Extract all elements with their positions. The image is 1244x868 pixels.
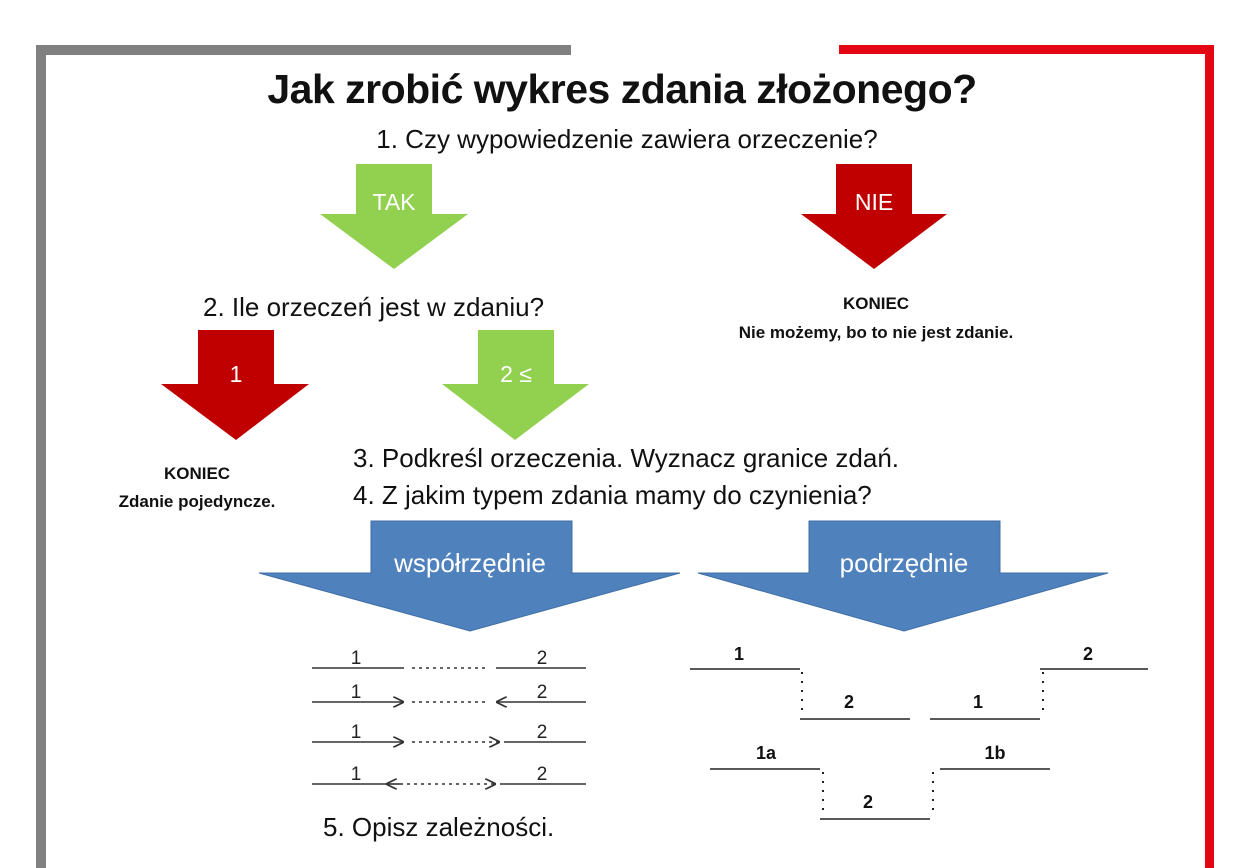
arrow-two-or-more bbox=[442, 330, 589, 440]
step-3-instruction: 3. Podkreśl orzeczenia. Wyznacz granice zdań. bbox=[353, 443, 900, 473]
subordinate-scheme-a bbox=[690, 644, 910, 719]
step-2-question: 2. Ile orzeczeń jest w zdaniu? bbox=[203, 292, 545, 322]
step-5-instruction: 5. Opisz zależności. bbox=[323, 812, 555, 842]
arrow-subordinate bbox=[698, 521, 1108, 631]
arrow-one-predicate bbox=[161, 330, 309, 440]
step-1-question: 1. Czy wypowiedzenie zawiera orzeczenie? bbox=[376, 124, 878, 154]
scheme-label-right: 2 bbox=[536, 682, 548, 703]
coordinate-scheme-2 bbox=[312, 682, 586, 703]
arrow-tak bbox=[320, 164, 468, 269]
scheme-label-bottom: 1 bbox=[972, 692, 984, 712]
scheme-label-left: 1 bbox=[350, 722, 362, 743]
step-4-question: 4. Z jakim typem zdania mamy do czynienia? bbox=[353, 480, 872, 510]
subordinate-scheme-c bbox=[710, 743, 1050, 819]
arrow-nie-label: NIE bbox=[854, 189, 894, 215]
scheme-label-right: 2 bbox=[536, 764, 548, 785]
arrow-tak-label: TAK bbox=[372, 189, 416, 215]
scheme-label-left: 1 bbox=[350, 648, 362, 669]
coordinate-scheme-3 bbox=[312, 722, 586, 743]
subordinate-scheme-b bbox=[930, 644, 1148, 719]
arrow-coordinate-label: współrzędnie bbox=[394, 548, 546, 578]
scheme-label-right: 2 bbox=[536, 648, 548, 669]
arrow-two-label: 2 ≤ bbox=[500, 361, 532, 387]
scheme-label-right: 2 bbox=[536, 722, 548, 743]
scheme-label-top: 2 bbox=[1082, 644, 1094, 664]
end-note-heading: KONIEC bbox=[163, 464, 231, 483]
scheme-label-bottom: 2 bbox=[862, 792, 874, 812]
coordinate-scheme-4 bbox=[312, 764, 586, 785]
scheme-label-left: 1 bbox=[350, 682, 362, 703]
scheme-label-left: 1a bbox=[755, 743, 777, 763]
end-note-text: Nie możemy, bo to nie jest zdanie. bbox=[738, 323, 1014, 342]
scheme-label-top: 1 bbox=[733, 644, 745, 664]
scheme-label-right: 1b bbox=[984, 743, 1006, 763]
coordinate-scheme-1 bbox=[312, 648, 586, 669]
arrow-one-label: 1 bbox=[229, 361, 243, 387]
scheme-label-bottom: 2 bbox=[843, 692, 855, 712]
arrow-tak-shape bbox=[320, 164, 468, 269]
arrow-nie bbox=[801, 164, 947, 269]
arrow-nie-shape bbox=[801, 164, 947, 269]
page-title: Jak zrobić wykres zdania złożonego? bbox=[267, 66, 977, 112]
end-note-heading: KONIEC bbox=[842, 294, 910, 313]
end-note-text: Zdanie pojedyncze. bbox=[118, 492, 276, 511]
arrow-subordinate-label: podrzędnie bbox=[839, 548, 969, 578]
scheme-label-left: 1 bbox=[350, 764, 362, 785]
arrow-coordinate bbox=[259, 521, 680, 631]
